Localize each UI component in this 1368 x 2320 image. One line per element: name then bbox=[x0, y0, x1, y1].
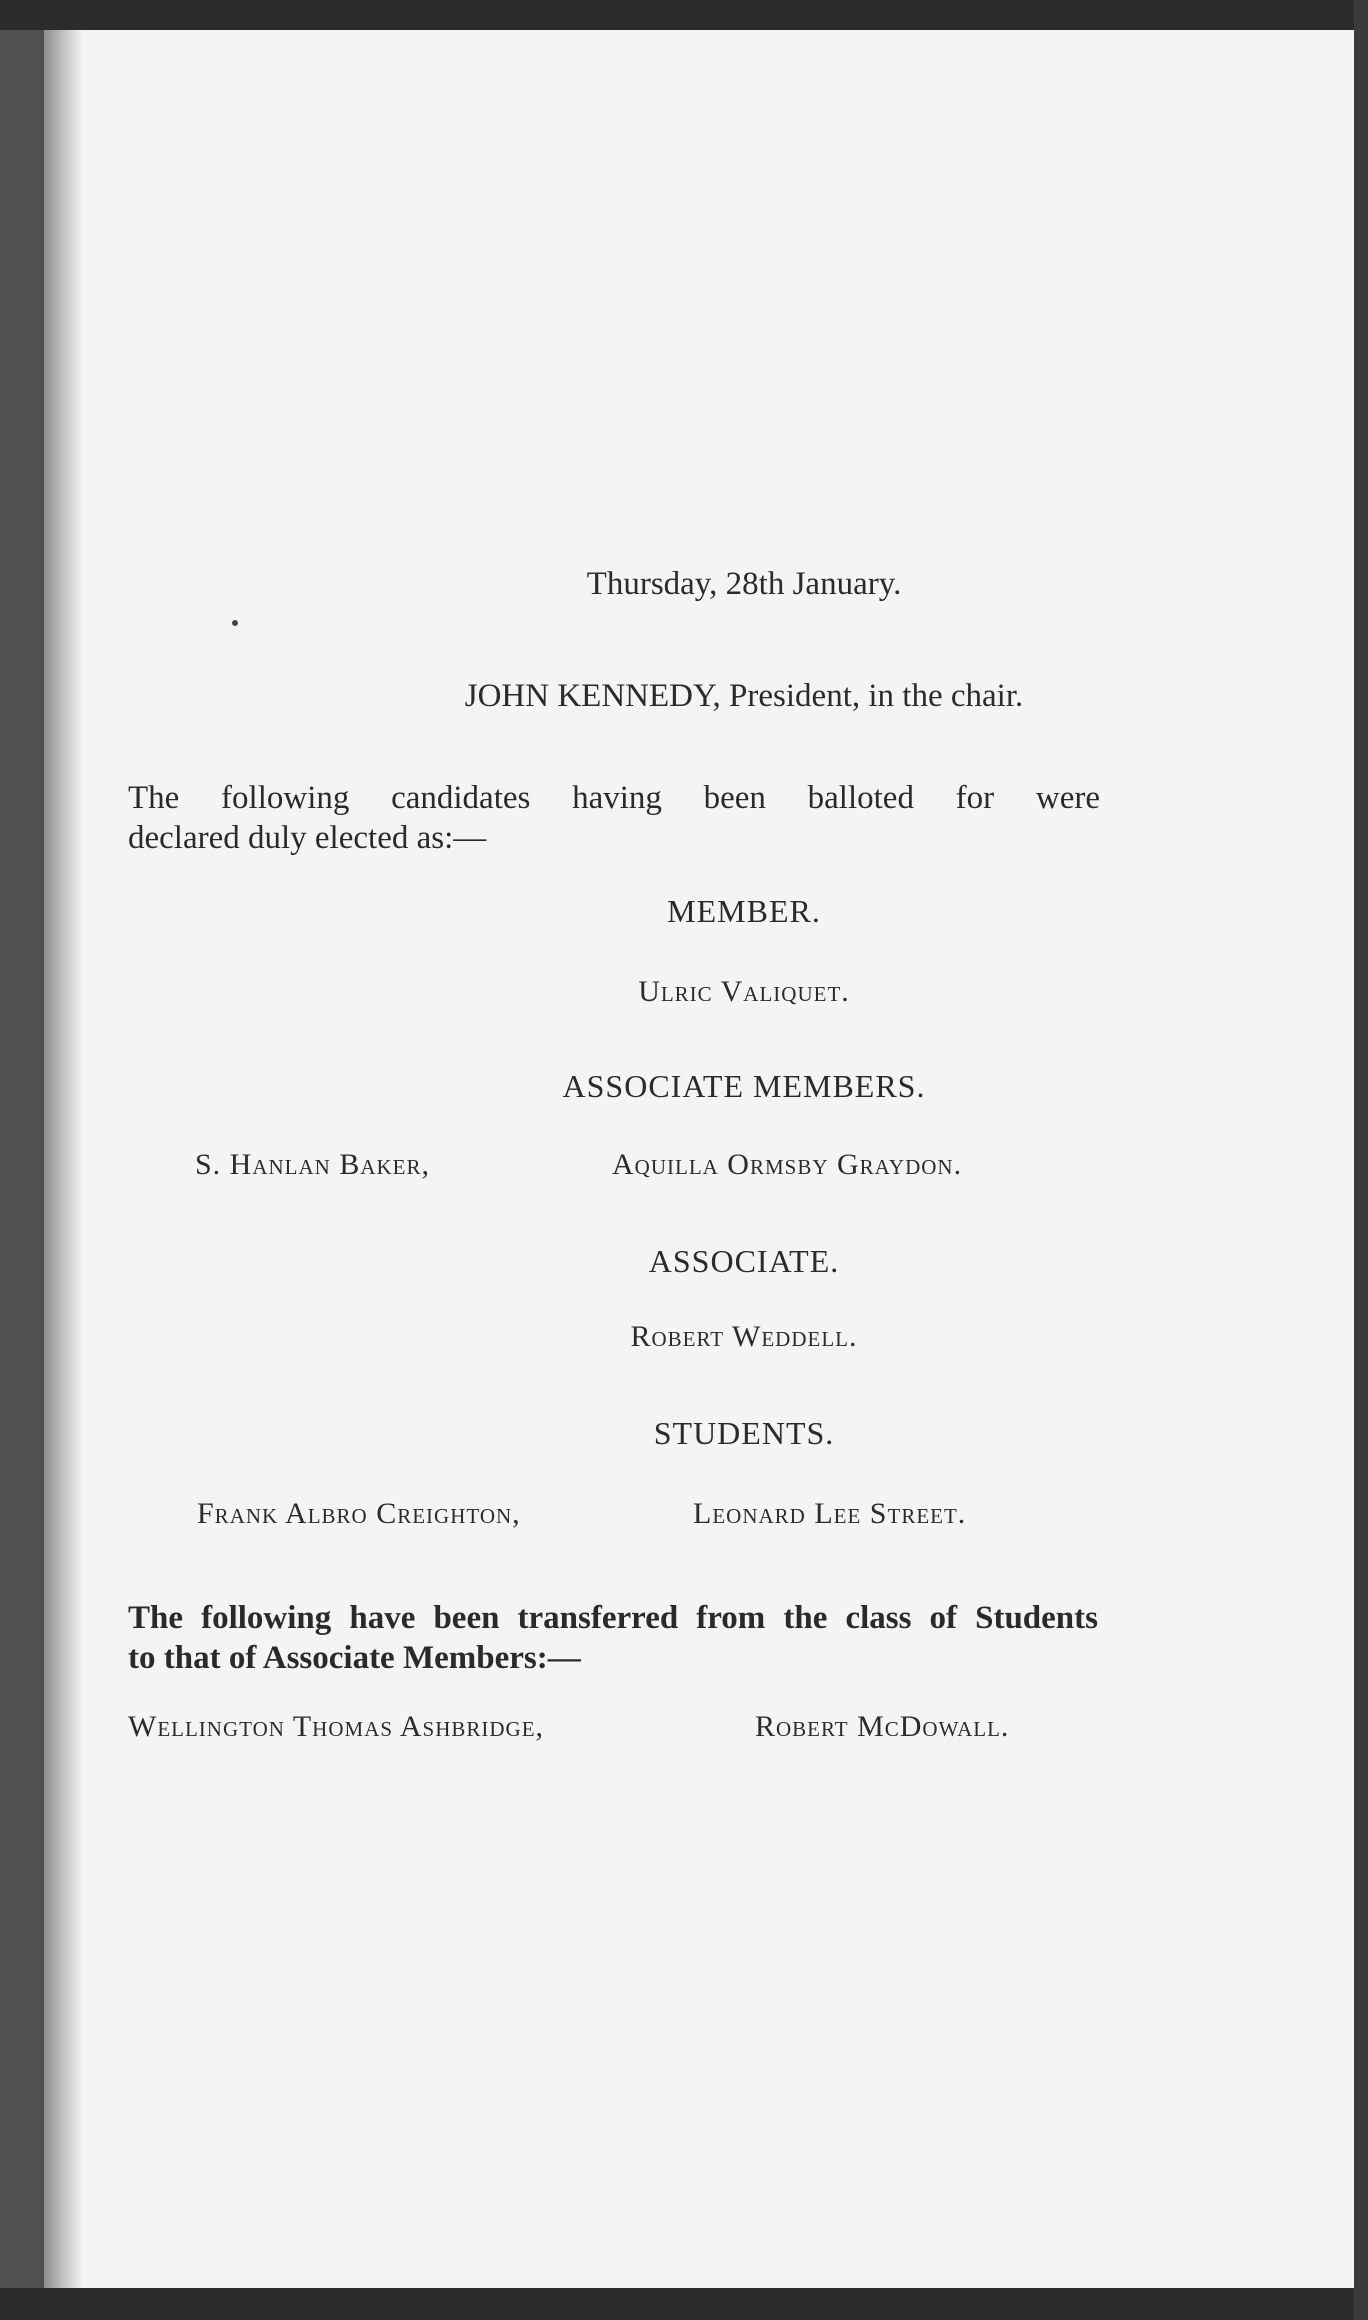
election-intro bbox=[128, 778, 1100, 858]
student-name: Frank Albro Creighton, bbox=[197, 1497, 521, 1530]
scan-border-right bbox=[1354, 0, 1368, 2320]
chair-line: JOHN KENNEDY, President, in the chair. bbox=[464, 678, 1024, 714]
member-name: Ulric Valiquet. bbox=[638, 975, 850, 1008]
scan-border-bottom bbox=[0, 2288, 1368, 2320]
ink-speck bbox=[232, 620, 238, 626]
transfer-intro-line-2: to that of Associate Members:— bbox=[128, 1640, 581, 1676]
meeting-date: Thursday, 28th January. bbox=[586, 566, 902, 602]
transfer-intro-line-1: The following have been transferred from the class of Students bbox=[128, 1600, 1098, 1636]
associate-members-heading: ASSOCIATE MEMBERS. bbox=[562, 1068, 926, 1104]
scan-border-top bbox=[0, 0, 1368, 30]
students-heading: STUDENTS. bbox=[653, 1415, 835, 1451]
binding-edge bbox=[0, 0, 44, 2320]
member-heading: MEMBER. bbox=[667, 893, 821, 929]
transferred-name: Wellington Thomas Ashbridge, bbox=[128, 1710, 545, 1743]
election-intro-line-2: declared duly elected as:— bbox=[128, 820, 487, 856]
transferred-name: Robert McDowall. bbox=[755, 1710, 1010, 1743]
transfer-intro bbox=[128, 1598, 1098, 1678]
student-name: Leonard Lee Street. bbox=[693, 1497, 967, 1530]
spine-shadow bbox=[44, 28, 84, 2288]
associate-name: Robert Weddell. bbox=[630, 1320, 858, 1353]
associate-member-name: S. Hanlan Baker, bbox=[195, 1148, 431, 1181]
associate-member-name: Aquilla Ormsby Graydon. bbox=[612, 1148, 963, 1181]
associate-heading: ASSOCIATE. bbox=[648, 1243, 840, 1279]
election-intro-line-1: The following candidates having been balloted for were bbox=[128, 780, 1100, 816]
